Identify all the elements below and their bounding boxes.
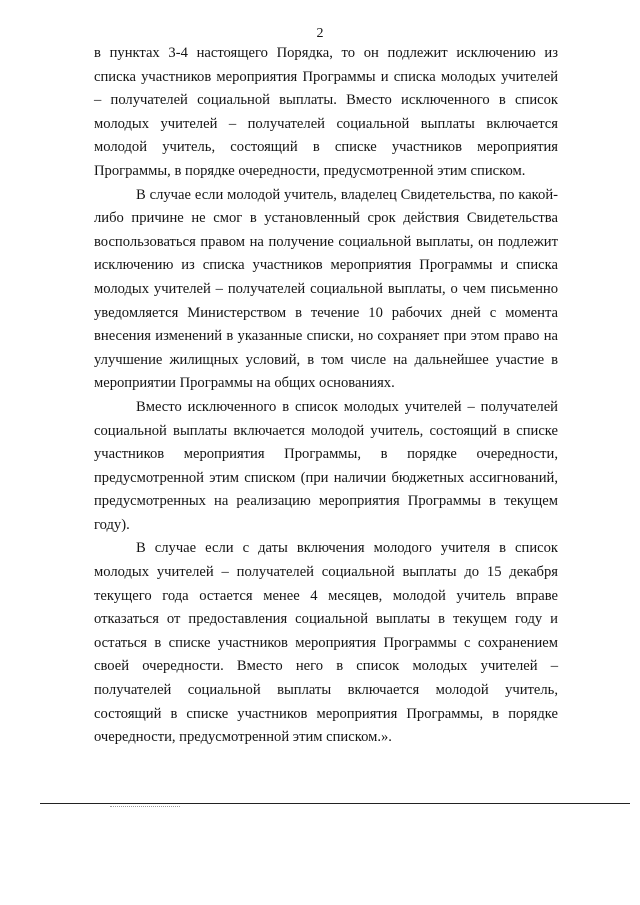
footer-divider: [40, 803, 630, 804]
footer-divider-faint: [110, 806, 180, 807]
paragraph-1: в пунктах 3-4 настоящего Порядка, то он подлежит исключению из списка участников мероприятия Программы и списка молодых учителей – получателей социальной выплаты. Вместо исключенного в список молодых учителей – получателей социальной выплаты включается молодой учитель, состоящий в списке участников мероприятия Программы, в порядке очередности, предусмотренной этим списком.: [94, 45, 558, 179]
paragraph-3: Вместо исключенного в список молодых учителей – получателей социальной выплаты включается молодой учитель, состоящий в списке участников мероприятия Программы, в порядке очередности, предусмотренной этим списком (при наличии бюджетных ассигнований, предусмотренных на реализацию мероприятия Программы в текущем году).: [94, 398, 558, 533]
page-number: 2: [316, 26, 324, 41]
document-body: [94, 42, 558, 750]
paragraph-4: В случае если с даты включения молодого учителя в список молодых учителей – получателей социальной выплаты до 15 декабря текущего года остается менее 4 месяцев, молодой учитель вправе отказаться от предоставления социальной выплаты в текущем году и остаться в списке участников мероприятия Программы с сохранением своей очередности. Вместо него в список молодых учителей – получателей социальной выплаты включается молодой учитель, состоящий в списке участников мероприятия Программы, в порядке очередности, предусмотренной этим списком.».: [94, 540, 558, 746]
paragraph-2: В случае если молодой учитель, владелец Свидетельства, по какой-либо причине не смог в установленный срок действия Свидетельства воспользоваться правом на получение социальной выплаты, он подлежит исключению из списка участников мероприятия Программы и списка молодых учителей – получателей социальной выплаты, о чем письменно уведомляется Министерством в течение 10 рабочих дней с момента внесения изменений в указанные списки, но сохраняет при этом право на улучшение жилищных условий, в том числе на дальнейшее участие в мероприятии Программы на общих основаниях.: [94, 186, 558, 392]
